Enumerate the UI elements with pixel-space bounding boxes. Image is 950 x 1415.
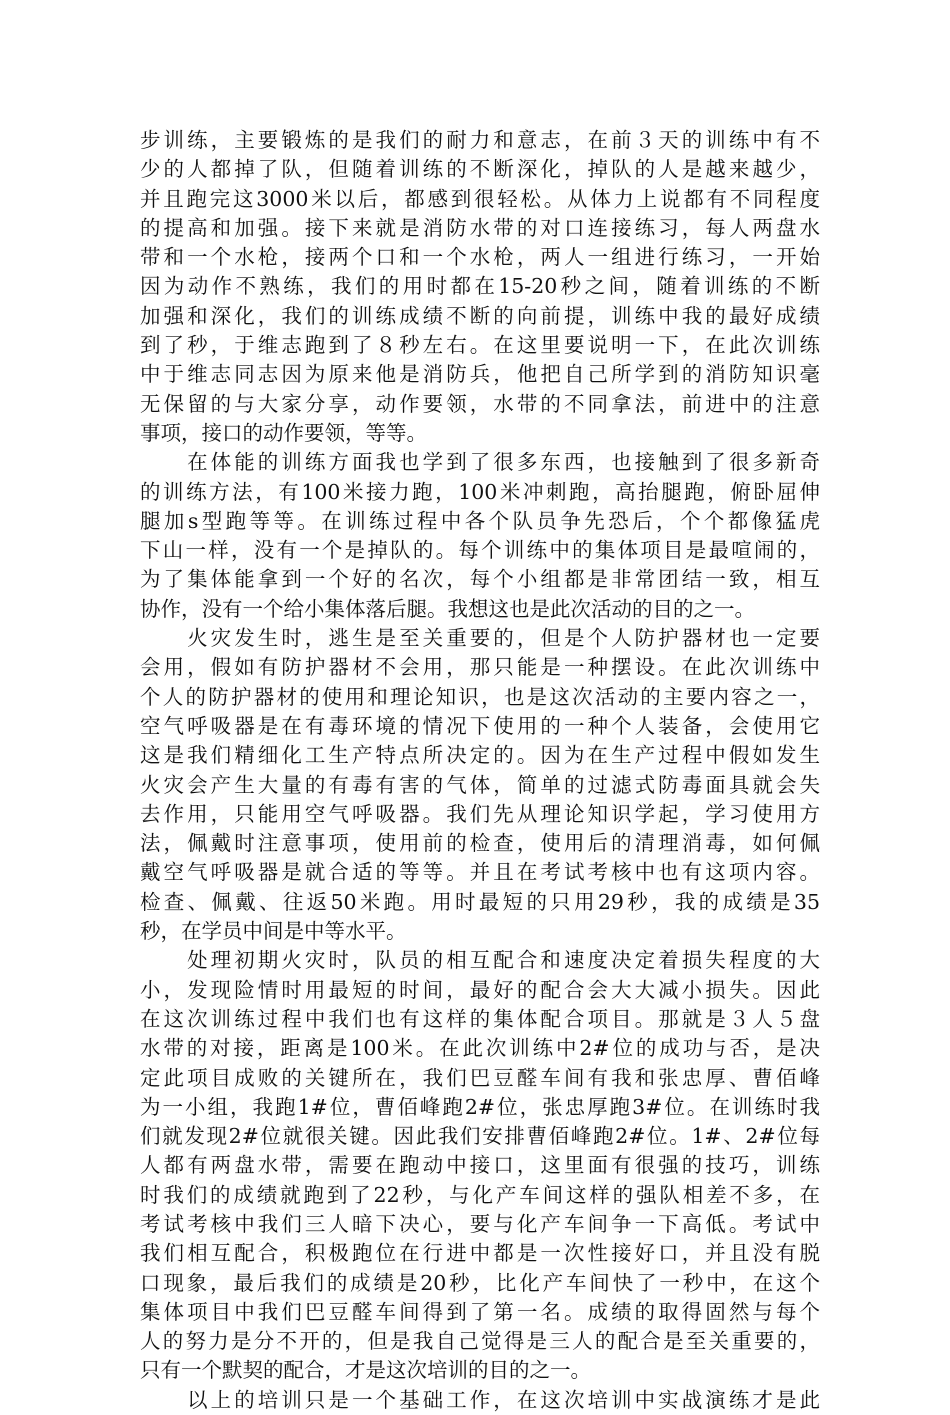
text-line: 为了集体能拿到一个好的名次，每个小组都是非常团结一致，相互 [140,567,820,592]
text-line: 在这次训练过程中我们也有这样的集体配合项目。那就是３人５盘 [140,1006,820,1031]
text-line: 小，发现险情时用最短的时间，最好的配合会大大减小损失。因此 [140,977,820,1002]
text-line: 火灾会产生大量的有毒有害的气体，简单的过滤式防毒面具就会失 [140,772,820,797]
text-line: 带和一个水枪，接两个口和一个水枪，两人一组进行练习，一开始 [140,245,820,270]
text-line: 火灾发生时，逃生是至关重要的，但是个人防护器材也一定要 [140,626,820,651]
text-line: 人的努力是分不开的，但是我自己觉得是三人的配合是至关重要的， [140,1329,820,1354]
text-line: 人都有两盘水带，需要在跑动中接口，这里面有很强的技巧，训练 [140,1153,820,1178]
text-line: 会用，假如有防护器材不会用，那只能是一种摆设。在此次训练中 [140,655,820,680]
text-line: 的提高和加强。接下来就是消防水带的对口连接练习，每人两盘水 [140,215,820,240]
text-line: 步训练，主要锻炼的是我们的耐力和意志，在前３天的训练中有不 [140,128,820,152]
text-line: 处理初期火灾时，队员的相互配合和速度决定着损失程度的大 [140,948,820,973]
text-line: 为一小组，我跑1#位，曹佰峰跑2#位，张忠厚跑3#位。在训练时我 [140,1094,820,1119]
text-line: 定此项目成败的关键所在，我们巴豆醛车间有我和张忠厚、曹佰峰 [140,1065,820,1090]
text-line: 水带的对接，距离是100米。在此次训练中2#位的成功与否，是决 [140,1036,820,1061]
text-line: 并且跑完这3000米以后，都感到很轻松。从体力上说都有不同程度 [140,186,820,211]
text-line: 口现象，最后我们的成绩是20秒，比化产车间快了一秒中，在这个 [140,1270,820,1295]
body-text [140,126,820,1415]
text-line: 事项，接口的动作要领，等等。 [140,420,427,445]
text-line: 时我们的成绩就跑到了22秒，与化产车间这样的强队相差不多，在 [140,1182,820,1207]
text-line: 空气呼吸器是在有毒环境的情况下使用的一种个人装备，会使用它 [140,713,820,738]
text-line: 少的人都掉了队，但随着训练的不断深化，掉队的人是越来越少， [140,157,820,182]
text-line: 的训练方法，有100米接力跑，100米冲刺跑，高抬腿跑，俯卧屈伸 [140,479,820,504]
text-line: 协作，没有一个给小集体落后腿。我想这也是此次活动的目的之一。 [140,596,755,621]
text-line: 个人的防护器材的使用和理论知识，也是这次活动的主要内容之一， [140,684,820,709]
text-line: 法，佩戴时注意事项，使用前的检查，使用后的清理消毒，如何佩 [140,831,820,856]
text-line: 这是我们精细化工生产特点所决定的。因为在生产过程中假如发生 [140,743,820,768]
text-line: 们就发现2#位就很关键。因此我们安排曹佰峰跑2#位。1#、2#位每 [140,1124,820,1149]
text-line: 我们相互配合，积极跑位在行进中都是一次性接好口，并且没有脱 [140,1241,820,1266]
text-line: 加强和深化，我们的训练成绩不断的向前提，训练中我的最好成绩 [140,303,820,328]
text-line: 下山一样，没有一个是掉队的。每个训练中的集体项目是最喧闹的， [140,538,820,563]
text-line: 秒，在学员中间是中等水平。 [140,919,407,944]
text-line: 到了秒，于维志跑到了８秒左右。在这里要说明一下，在此次训练 [140,333,820,358]
text-line: 检查、佩戴、往返50米跑。用时最短的只用29秒，我的成绩是35 [140,889,820,914]
text-line: 去作用，只能用空气呼吸器。我们先从理论知识学起，学习使用方 [140,801,820,826]
text-line: 因为动作不熟练，我们的用时都在15-20秒之间，随着训练的不断 [140,274,820,299]
text-line: 集体项目中我们巴豆醛车间得到了第一名。成绩的取得固然与每个 [140,1299,820,1324]
text-line: 在体能的训练方面我也学到了很多东西，也接触到了很多新奇 [140,450,820,475]
text-line: 只有一个默契的配合，才是这次培训的目的之一。 [140,1358,591,1383]
text-line: 无保留的与大家分享，动作要领，水带的不同拿法，前进中的注意 [140,391,820,416]
text-line: 中于维志同志因为原来他是消防兵，他把自己所学到的消防知识毫 [140,362,820,387]
text-line: 考试考核中我们三人暗下决心，要与化产车间争一下高低。考试中 [140,1211,820,1236]
text-line: 戴空气呼吸器是就合适的等等。并且在考试考核中也有这项内容。 [140,860,820,885]
text-line: 腿加s型跑等等。在训练过程中各个队员争先恐后，个个都像猛虎 [140,508,820,533]
text-line: 以上的培训只是一个基础工作，在这次培训中实战演练才是此 [140,1387,820,1412]
